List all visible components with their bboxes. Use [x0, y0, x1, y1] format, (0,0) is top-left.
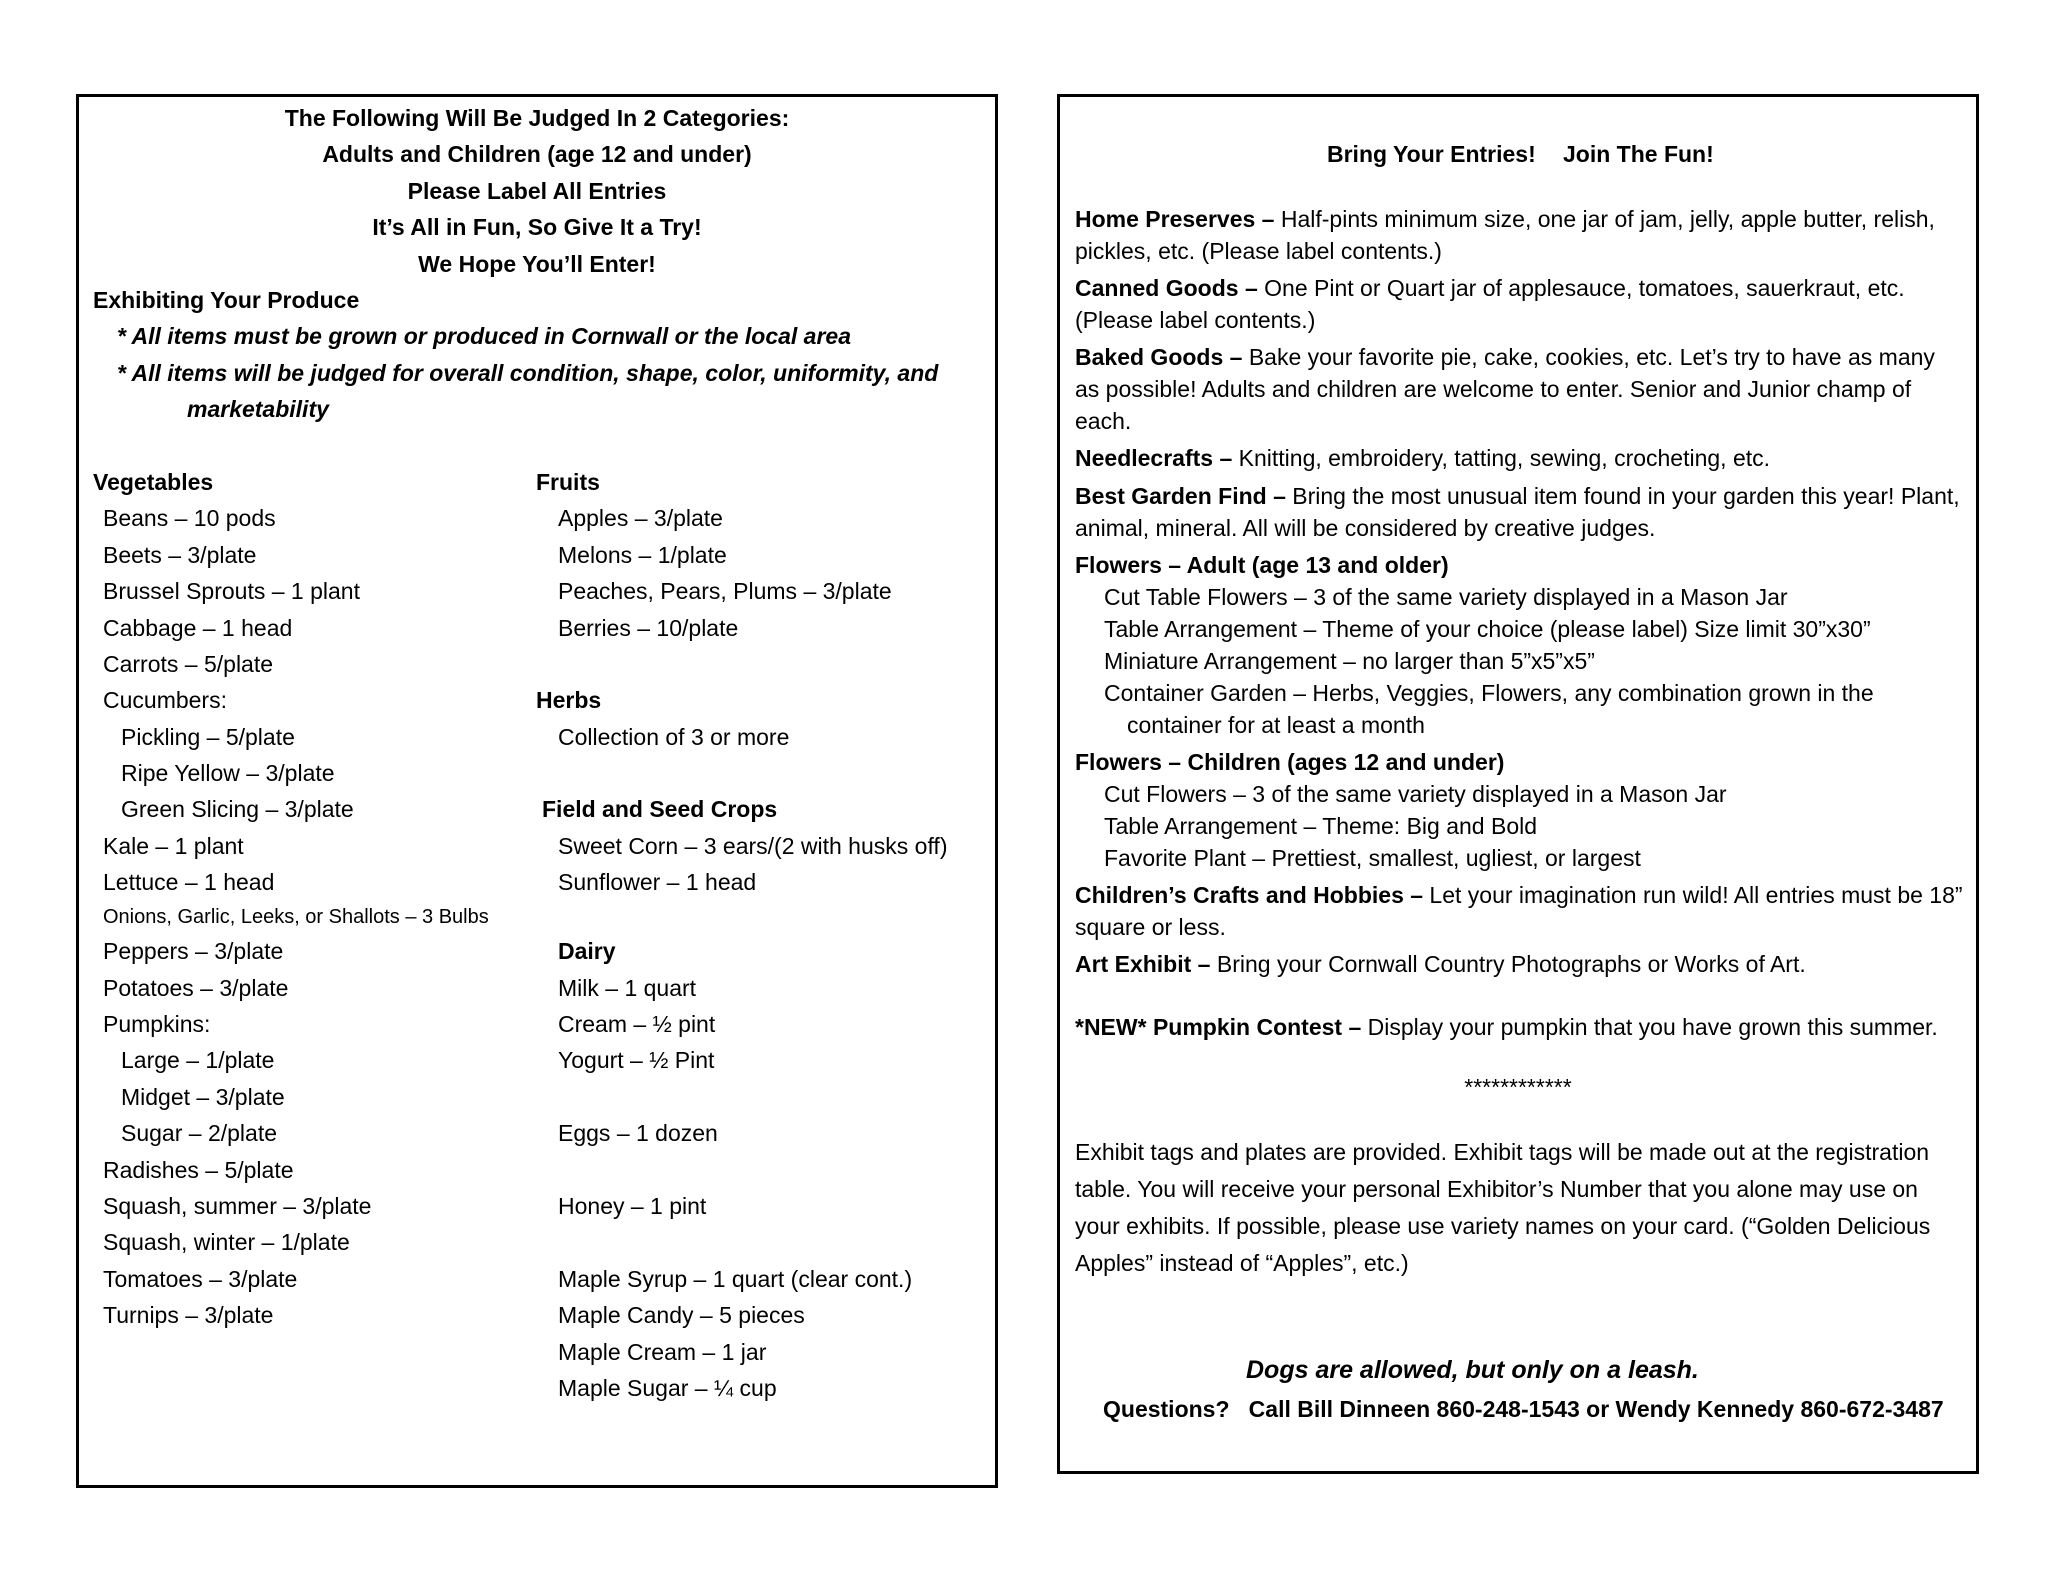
right-panel — [1057, 94, 1979, 1474]
list-item: Carrots – 5/plate — [103, 651, 274, 677]
list-item: Cabbage – 1 head — [103, 615, 293, 641]
list-item: Lettuce – 1 head — [103, 869, 275, 895]
list-item: Favorite Plant – Prettiest, smallest, ugliest, or largest — [1104, 845, 1641, 871]
rule-1: * All items must be grown or produced in Cornwall or the local area — [117, 323, 852, 349]
canned-goods-text: One Pint or Quart jar of applesauce, tomatoes, sauerkraut, etc. (Please label contents.) — [1075, 275, 1905, 333]
pumpkin-entry — [1075, 1011, 1965, 1043]
header-line-2: Adults and Children (age 12 and under) — [322, 141, 752, 167]
list-item: Squash, summer – 3/plate — [103, 1193, 372, 1219]
canned-goods-entry — [1075, 272, 1965, 336]
list-item: Milk – 1 quart — [558, 975, 697, 1001]
list-item: Table Arrangement – Theme of your choice (please label) Size limit 30”x30” — [1104, 616, 1871, 642]
list-item: Onions, Garlic, Leeks, or Shallots – 3 Bulbs — [103, 906, 489, 928]
list-item: Sweet Corn – 3 ears/(2 with husks off) — [558, 833, 948, 859]
list-item: Radishes – 5/plate — [103, 1157, 294, 1183]
fruits-title: Fruits — [536, 469, 600, 495]
list-item: Eggs – 1 dozen — [558, 1120, 718, 1146]
canned-goods-label: Canned Goods – — [1075, 275, 1258, 301]
list-item: Peaches, Pears, Plums – 3/plate — [558, 578, 892, 604]
needlecrafts-entry — [1075, 442, 1965, 474]
exhibiting-title: Exhibiting Your Produce — [93, 287, 360, 313]
home-preserves-entry — [1075, 203, 1965, 267]
list-item: Collection of 3 or more — [558, 724, 790, 750]
dogs-notice: Dogs are allowed, but only on a leash. — [1246, 1356, 1699, 1384]
baked-goods-label: Baked Goods – — [1075, 344, 1243, 370]
list-item: Brussel Sprouts – 1 plant — [103, 578, 360, 604]
list-item: Maple Cream – 1 jar — [558, 1339, 767, 1365]
list-item: Kale – 1 plant — [103, 833, 244, 859]
art-entry — [1075, 948, 1965, 980]
list-item: Pickling – 5/plate — [121, 724, 295, 750]
list-item: Sunflower – 1 head — [558, 869, 757, 895]
rule-2: * All items will be judged for overall condition, shape, color, uniformity, and — [117, 360, 939, 386]
crafts-text: Let your imagination run wild! All entries must be 18” square or less. — [1075, 882, 1963, 940]
list-item: Turnips – 3/plate — [103, 1302, 274, 1328]
list-item: Green Slicing – 3/plate — [121, 796, 354, 822]
rule-2-cont: marketability — [187, 396, 329, 422]
vegetables-title: Vegetables — [93, 469, 214, 495]
list-item: Squash, winter – 1/plate — [103, 1229, 350, 1255]
list-item: Large – 1/plate — [121, 1047, 275, 1073]
list-item: Peppers – 3/plate — [103, 938, 284, 964]
list-item: Maple Candy – 5 pieces — [558, 1302, 805, 1328]
art-label: Art Exhibit – — [1075, 951, 1211, 977]
questions-contact: Questions? Call Bill Dinneen 860-248-1543 or Wendy Kennedy 860-672-3487 — [1103, 1396, 1944, 1422]
list-item: Yogurt – ½ Pint — [558, 1047, 715, 1073]
list-item: Pumpkins: — [103, 1011, 211, 1037]
list-item: Berries – 10/plate — [558, 615, 739, 641]
header-line-5: We Hope You’ll Enter! — [418, 251, 656, 277]
crafts-entry — [1075, 879, 1965, 943]
list-item: Beans – 10 pods — [103, 505, 276, 531]
list-item: Cut Flowers – 3 of the same variety displayed in a Mason Jar — [1104, 781, 1727, 807]
herbs-title: Herbs — [536, 687, 602, 713]
separator-stars: ************ — [1464, 1074, 1572, 1100]
list-item: Midget – 3/plate — [121, 1084, 285, 1110]
list-item: Cucumbers: — [103, 687, 227, 713]
list-item: Cut Table Flowers – 3 of the same variety displayed in a Mason Jar — [1104, 584, 1788, 610]
list-item: Miniature Arrangement – no larger than 5”x5”x5” — [1104, 648, 1595, 674]
list-item: Tomatoes – 3/plate — [103, 1266, 298, 1292]
pumpkin-text: Display your pumpkin that you have grown this summer. — [1361, 1014, 1938, 1040]
header-line-3: Please Label All Entries — [407, 178, 667, 204]
garden-find-entry — [1075, 480, 1965, 544]
list-item: container for at least a month — [1127, 712, 1425, 738]
list-item: Apples – 3/plate — [558, 505, 723, 531]
header-line-1: The Following Will Be Judged In 2 Categories: — [284, 105, 790, 131]
pumpkin-label: *NEW* Pumpkin Contest – — [1075, 1014, 1362, 1040]
list-item: Table Arrangement – Theme: Big and Bold — [1104, 813, 1538, 839]
baked-goods-text: Bake your favorite pie, cake, cookies, etc. Let’s try to have as many as possible! Adults and children are welcome to enter. Senior and Junior champ of each. — [1075, 344, 1935, 434]
art-text: Bring your Cornwall Country Photographs or Works of Art. — [1210, 951, 1806, 977]
garden-find-label: Best Garden Find – — [1075, 483, 1286, 509]
home-preserves-label: Home Preserves – — [1075, 206, 1275, 232]
list-item: Honey – 1 pint — [558, 1193, 707, 1219]
left-panel — [76, 94, 998, 1488]
list-item: Container Garden – Herbs, Veggies, Flowers, any combination grown in the — [1104, 680, 1874, 706]
list-item: Melons – 1/plate — [558, 542, 727, 568]
list-item: Cream – ½ pint — [558, 1011, 716, 1037]
header-line-4: It’s All in Fun, So Give It a Try! — [372, 214, 702, 240]
garden-find-text: Bring the most unusual item found in your garden this year! Plant, animal, mineral. All will be considered by creative judges. — [1075, 483, 1960, 541]
baked-goods-entry — [1075, 341, 1965, 437]
needlecrafts-text: Knitting, embroidery, tatting, sewing, crocheting, etc. — [1232, 445, 1771, 471]
field-crops-title: Field and Seed Crops — [542, 796, 778, 822]
flowers-children-title: Flowers – Children (ages 12 and under) — [1075, 749, 1505, 775]
flowers-adult-title: Flowers – Adult (age 13 and older) — [1075, 552, 1449, 578]
join-fun-heading: Join The Fun! — [1563, 141, 1714, 167]
list-item: Ripe Yellow – 3/plate — [121, 760, 335, 786]
list-item: Beets – 3/plate — [103, 542, 257, 568]
list-item: Maple Sugar – ¼ cup — [558, 1375, 777, 1401]
dairy-title: Dairy — [558, 938, 616, 964]
list-item: Sugar – 2/plate — [121, 1120, 278, 1146]
home-preserves-text: Half-pints minimum size, one jar of jam, jelly, apple butter, relish, pickles, etc. (Please label contents.) — [1075, 206, 1935, 264]
list-item: Maple Syrup – 1 quart (clear cont.) — [558, 1266, 913, 1292]
list-item: Potatoes – 3/plate — [103, 975, 289, 1001]
crafts-label: Children’s Crafts and Hobbies – — [1075, 882, 1424, 908]
needlecrafts-label: Needlecrafts – — [1075, 445, 1233, 471]
bring-entries-heading: Bring Your Entries! — [1327, 141, 1536, 167]
exhibit-tags-paragraph: Exhibit tags and plates are provided. Exhibit tags will be made out at the registration table. You will receive your personal Exhibitor’s Number that you alone may use on your exhibits. If possible, please use variety names on your card. (“Golden Delicious Apples” instead of “Apples”, etc.) — [1075, 1139, 1931, 1276]
